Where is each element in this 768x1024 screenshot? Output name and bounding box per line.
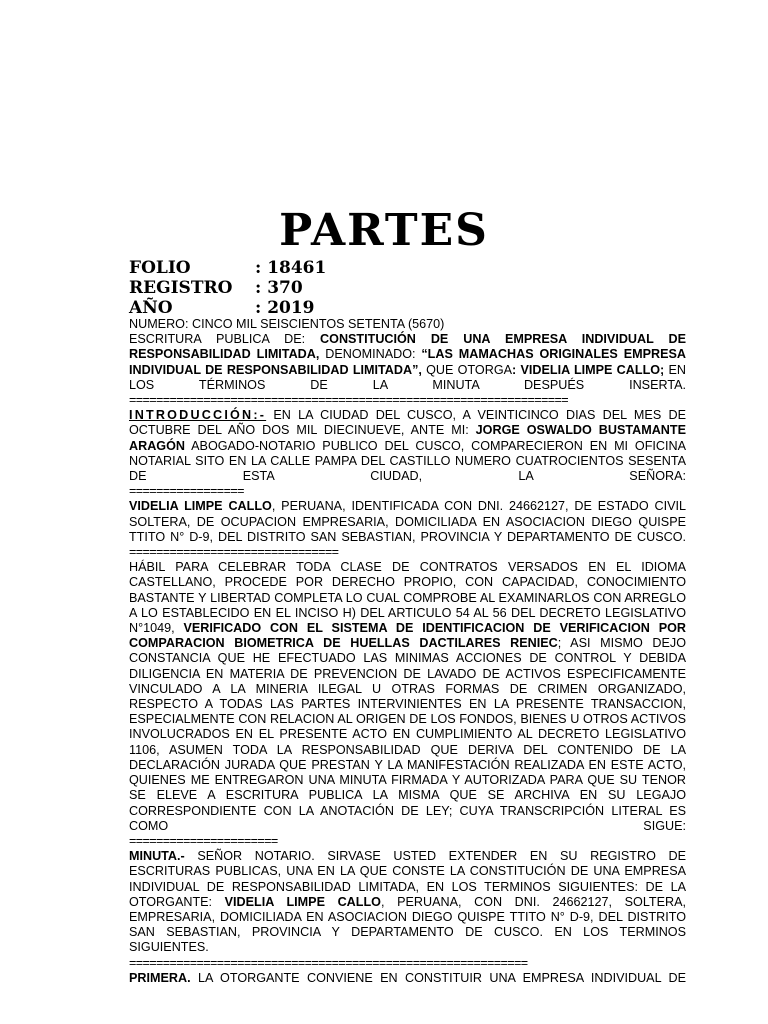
notary-name: JORGE OSWALDO BUSTAMANTE ARAGÓN	[129, 423, 686, 453]
habil-text-1: HÁBIL PARA CELEBRAR TODA CLASE DE CONTRATOS VERSADOS EN EL IDIOMA CASTELLANO, PROCEDE POR DERECHO PROPIO, CON CAPACIDAD, CONOCIMIENTO BASTANTE Y LIBERTAD COMPLETA LO CUAL COMPROBE AL EXAMINARLOS CON ARREGLO A LO ESTABLECIDO EN EL INCISO H) DEL ARTICULO 54 AL 56 DEL DECRETO LEGISLATIVO N°1049,	[129, 560, 686, 636]
escritura-paragraph	[129, 332, 686, 393]
primera-label: PRIMERA.	[129, 970, 191, 985]
habil-paragraph	[129, 560, 686, 834]
separator-line: =================================================================	[129, 393, 569, 408]
separator-line: ======================	[129, 833, 278, 848]
escritura-bold-1: CONSTITUCIÓN DE UNA EMPRESA INDIVIDUAL DE RESPONSABILIDAD LIMITADA,	[129, 332, 686, 362]
numero-line: NUMERO: CINCO MIL SEISCIENTOS SETENTA (5670)	[129, 317, 445, 331]
compareciente-text: , PERUANA, IDENTIFICADA CON DNI. 24662127, DE ESTADO CIVIL SOLTERA, DE OCUPACION EMPRESARIA, DOMICILIADA EN ASOCIACION DIEGO QUISPE TTITO N° D-9, DEL DISTRITO SAN SEBASTIAN, PROVINCIA Y DEPARTAMENTO DE CUSCO.	[129, 499, 686, 544]
otorgante-name: VIDELIA LIMPE CALLO	[224, 894, 381, 909]
minuta-text-1: SEÑOR NOTARIO. SIRVASE USTED EXTENDER EN SU REGISTRO DE ESCRITURAS PUBLICAS, UNA EN LA QUE CONSTE LA CONSTITUCIÓN DE UNA EMPRESA INDIVIDUAL DE RESPONSABILIDAD LIMITADA, EN LOS TERMINOS SIGUIENTES: DE LA OTORGANTE:	[129, 849, 686, 909]
folio-value: : 18461	[255, 258, 327, 278]
registro-value: : 370	[255, 278, 303, 298]
primera-paragraph	[129, 971, 686, 986]
compareciente-paragraph	[129, 499, 686, 545]
escritura-text-3: QUE OTORGA	[421, 362, 513, 377]
registry-metadata	[129, 258, 326, 318]
introduccion-paragraph	[129, 408, 686, 484]
separator-line: =================	[129, 484, 244, 499]
compareciente-name: VIDELIA LIMPE CALLO	[129, 499, 272, 514]
separator-line: ===========================================================	[129, 955, 528, 970]
escritura-text-2: DENOMINADO:	[319, 347, 422, 362]
habil-bold-1: VERIFICADO CON EL SISTEMA DE IDENTIFICACION DE VERIFICACION POR COMPARACION BIOMETRICA DE HUELLAS DACTILARES RENIEC	[129, 621, 686, 651]
habil-text-2: ; ASI MISMO DEJO CONSTANCIA QUE HE EFECTUADO LAS MINIMAS ACCIONES DE CONTROL Y DEBIDA DILIGENCIA EN MATERIA DE PREVENCION DE LAVADO DE ACTIVOS ESPECIFICAMENTE VINCULADO A LA MINERIA ILEGAL U OTRAS FORMAS DE CRIMEN ORGANIZADO, RESPECTO A TODAS LAS PARTES INTERVINIENTES EN LA PRESENTE TRANSACCION, ESPECIALMENTE CON RELACION AL ORIGEN DE LOS FONDOS, BIENES U OTROS ACTIVOS INVOLUCRADOS EN EL PRESENTE ACTO EN CUMPLIMIENTO AL DECRETO LEGISLATIVO 1106, ASUMEN TODA LA RESPONSABILIDAD QUE DERIVA DEL CONTENIDO DE LA DECLARACIÓN JURADA QUE PRESTAN Y LA MANIFESTACIÓN REALIZADA EN ESTE ACTO, QUIENES ME ENTREGARON UNA MINUTA FIRMADA Y AUTORIZADA PARA QUE SU TENOR SE ELEVE A ESCRITURA PUBLICA LA MISMA QUE SE ARCHIVA EN SU LEGAJO CORRESPONDIENTE CON LA ANOTACIÓN DE LEY; CUYA TRANSCRIPCIÓN LITERAL ES COMO SIGUE:	[129, 636, 686, 833]
separator-line: ===============================	[129, 545, 339, 560]
page-title: PARTES	[279, 205, 489, 256]
registro-row	[129, 278, 326, 298]
escritura-bold-2: “LAS MAMACHAS ORIGINALES EMPRESA INDIVIDUAL DE RESPONSABILIDAD LIMITADA”,	[129, 347, 686, 377]
registro-label: REGISTRO	[129, 278, 233, 298]
escritura-text-1: ESCRITURA PUBLICA DE:	[129, 332, 321, 347]
introduccion-text-1: EN LA CIUDAD DEL CUSCO, A VEINTICINCO DIAS DEL MES DE OCTUBRE DEL AÑO DOS MIL DIECINUEVE, ANTE MI:	[129, 408, 686, 438]
primera-text: LA OTORGANTE CONVIENE EN CONSTITUIR UNA EMPRESA INDIVIDUAL DE	[190, 970, 686, 985]
anio-value: : 2019	[255, 298, 315, 318]
escritura-bold-3: : VIDELIA LIMPE CALLO;	[512, 362, 665, 377]
introduccion-text-2: ABOGADO-NOTARIO PUBLICO DEL CUSCO, COMPARECIERON EN MI OFICINA NOTARIAL SITO EN LA CALLE PAMPA DEL CASTILLO NUMERO CUATROCIENTOS SESENTA DE ESTA CIUDAD, LA SEÑORA:	[129, 438, 686, 484]
folio-row	[129, 258, 326, 278]
minuta-label: MINUTA.-	[129, 849, 185, 864]
folio-label: FOLIO	[129, 258, 191, 278]
anio-label: AÑO	[129, 298, 173, 318]
document-body	[129, 317, 686, 986]
minuta-paragraph	[129, 849, 686, 955]
escritura-text-4: EN LOS TÉRMINOS DE LA MINUTA DESPUÉS INSERTA.	[129, 362, 686, 392]
anio-row	[129, 298, 326, 318]
introduccion-label: INTRODUCCIÓN:-	[129, 408, 267, 423]
minuta-text-2: , PERUANA, CON DNI. 24662127, SOLTERA, EMPRESARIA, DOMICILIADA EN ASOCIACION DIEGO QUISPE TTITO N° D-9, DEL DISTRITO SAN SEBASTIAN, PROVINCIA Y DEPARTAMENTO DE CUSCO. EN LOS TERMINOS SIGUIENTES.	[129, 894, 686, 955]
